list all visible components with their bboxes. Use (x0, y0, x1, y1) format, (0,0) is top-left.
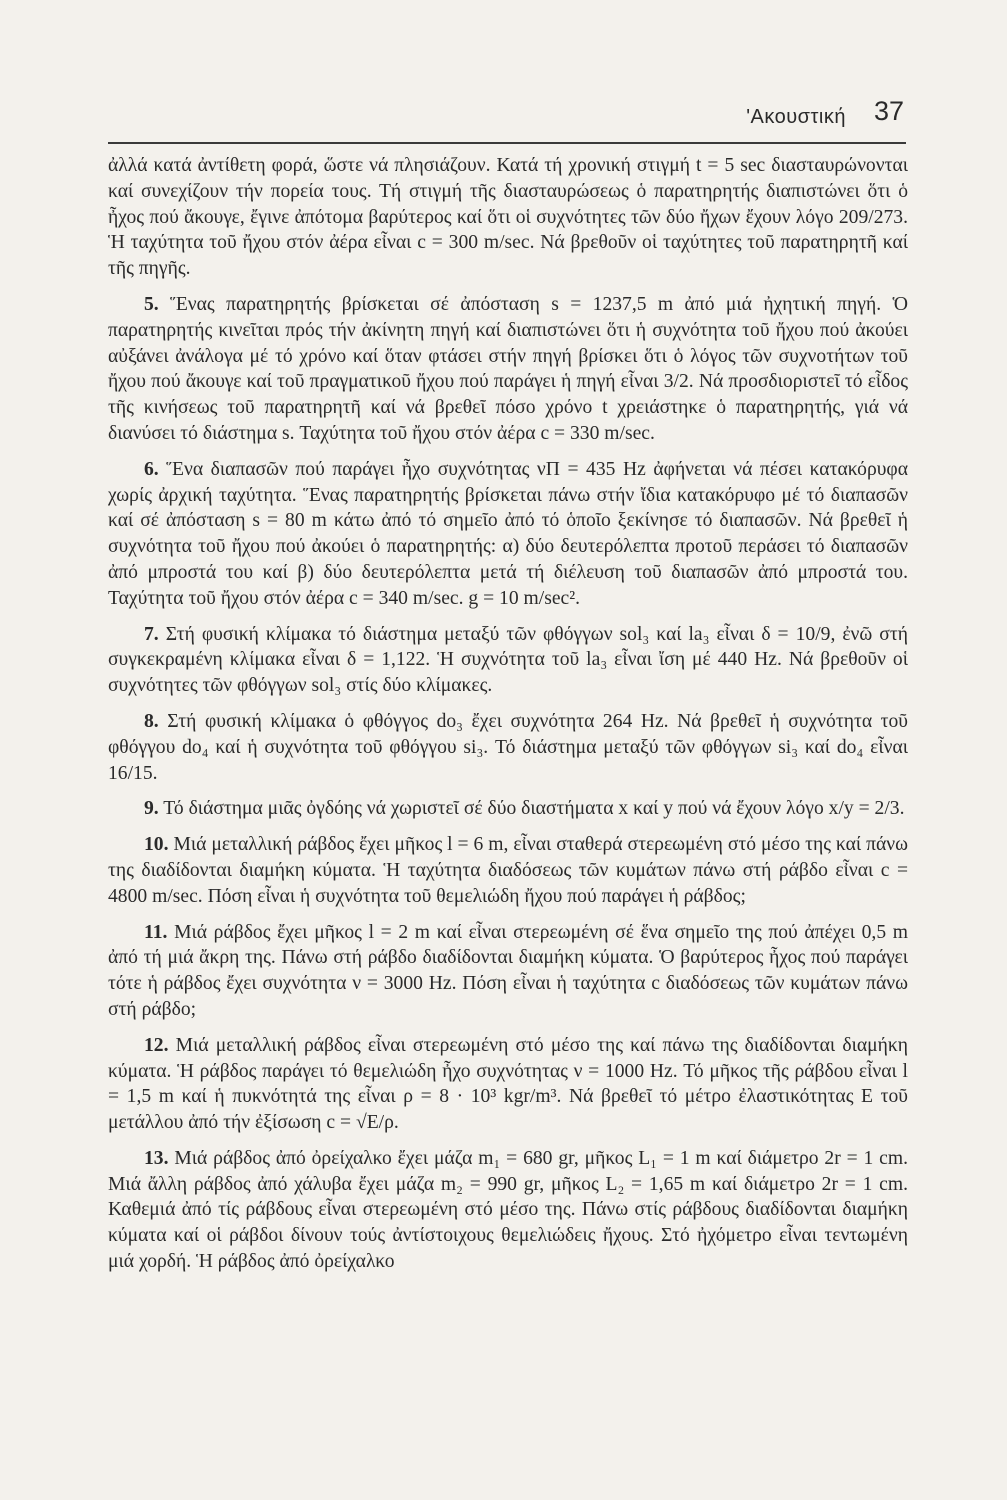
problem-13: 13. Μιά ράβδος ἀπό ὀρείχαλκο ἔχει μάζα m₁ = 680 gr, μῆκος L₁ = 1 m καί διάμετρο 2r = 1 cm. Μιά ἄλλη ράβδος ἀπό χάλυβα ἔχει μάζα m₂ = 990 gr, μῆκος L₂ = 1,65 m καί διάμετρο 2r = 1 cm. Καθεμιά ἀπό τίς ράβδους εἶναι στερεωμένη στό μέσο της. Πάνω στίς ράβδους διαδίδονται διαμήκη κύματα καί οἱ ράβδοι δίνουν τούς ἀντίστοιχους θεμελιώδεις ἤχους. Στό ἠχόμετρο εἶναι τεντωμένη μιά χορδή. Ἡ ράβδος ἀπό ὀρείχαλκο (108, 1147, 908, 1273)
problem-8: 8. Στή φυσική κλίμακα ὁ φθόγγος do₃ ἔχει συχνότητα 264 Hz. Νά βρεθεῖ ἡ συχνότητα τοῦ φθόγγου do₄ καί ἡ συχνότητα τοῦ φθόγγου si₃. Τό διάστημα μεταξύ τῶν φθόγγων si₃ καί do₄ εἶναι 16/15. (108, 710, 909, 784)
page-number: 37 (873, 96, 904, 126)
problem-5: 5. Ἕνας παρατηρητής βρίσκεται σέ ἀπόσταση s = 1237,5 m ἀπό μιά ἠχητική πηγή. Ὁ παρατηρητής κινεῖται πρός τήν ἀκίνητη πηγή καί διαπιστώνει ὅτι ἡ συχνότητα τοῦ ἤχου πού ἀκούει αὐξάνει ἀνάλογα μέ τό χρόνο καί ὅταν φτάσει στήν πηγή βρίσκει ὅτι ὁ λόγος τῶν συχνοτήτων τοῦ ἤχου πού ἄκουγε καί τοῦ πραγματικοῦ ἤχου πού παράγει ἡ πηγή εἶναι 3/2. Νά προσδιοριστεῖ τό εἶδος τῆς κινήσεως τοῦ παρατηρητῆ καί νά βρεθεῖ πόσο χρόνο t χρειάστηκε ὁ παρατηρητής, γιά νά διανύσει τό διάστημα s. Ταχύτητα τοῦ ἤχου στόν ἀέρα c = 330 m/sec. (108, 293, 908, 444)
page-header (108, 96, 906, 140)
problem-10: 10. Μιά μεταλλική ράβδος ἔχει μῆκος l = 6 m, εἶναι σταθερά στερεωμένη στό μέσο της καί πάνω της διαδίδονται διαμήκη κύματα. Ἡ ταχύτητα διαδόσεως τῶν κυμάτων πάνω στή ράβδο εἶναι c = 4800 m/sec. Πόση εἶναι ἡ συχνότητα τοῦ θεμελιώδη ἤχου πού παράγει ἡ ράβδος; (108, 834, 908, 907)
problem-7: 7. Στή φυσική κλίμακα τό διάστημα μεταξύ τῶν φθόγγων sol₃ καί la₃ εἶναι δ = 10/9, ἐνῶ στή συγκεκραμένη κλίμακα εἶναι δ = 1,122. Ἡ συχνότητα τοῦ la₃ εἶναι ἴση μέ 440 Hz. Νά βρεθοῦν οἱ συχνότητες τῶν φθόγγων sol₃ στίς δύο κλίμακες. (108, 623, 908, 697)
problem-11: 11. Μιά ράβδος ἔχει μῆκος l = 2 m καί εἶναι στερεωμένη σέ ἕνα σημεῖο της πού ἀπέχει 0,5 m ἀπό τή μιά ἄκρη της. Πάνω στή ράβδο διαδίδονται διαμήκη κύματα. Ὁ βαρύτερος ἦχος πού παράγει τότε ἡ ράβδος ἔχει συχνότητα ν = 3000 Hz. Πόση εἶναι ἡ ταχύτητα c διαδόσεως τῶν κυμάτων πάνω στή ράβδο; (108, 921, 909, 1020)
problem-12: 12. Μιά μεταλλική ράβδος εἶναι στερεωμένη στό μέσο της καί πάνω της διαδίδονται διαμήκη κύματα. Ἡ ράβδος παράγει τό θεμελιώδη ἦχο συχνότητας ν = 1000 Hz. Τό μῆκος τῆς ράβδου εἶναι l = 1,5 m καί ἡ πυκνότητά της εἶναι ρ = 8 · 10³ kgr/m³. Νά βρεθεῖ τό μέτρο ἐλαστικότητας Ε τοῦ μετάλλου ἀπό τήν ἐξίσωση c = √E/ρ. (108, 1034, 908, 1134)
problem-9: 9. Τό διάστημα μιᾶς ὀγδόης νά χωριστεῖ σέ δύο διαστήματα x καί y πού νά ἔχουν λόγο x/y = 2/3. (144, 798, 905, 820)
header-rule (108, 142, 906, 144)
problem-6: 6. Ἕνα διαπασῶν πού παράγει ἦχο συχνότητας νΠ = 435 Hz ἀφήνεται νά πέσει κατακόρυφα χωρίς ἀρχική ταχύτητα. Ἕνας παρατηρητής βρίσκεται πάνω στήν ἴδια κατακόρυφο μέ τό διαπασῶν καί σέ ἀπόσταση s = 80 m κάτω ἀπό τό σημεῖο ἀπό τό ὁποῖο ξεκίνησε τό διαπασῶν. Νά βρεθεῖ ἡ συχνότητα τοῦ ἤχου πού ἀκούει ὁ παρατηρητής: α) δύο δευτερόλεπτα προτοῦ περάσει τό διαπασῶν ἀπό μπροστά του καί β) δύο δευτερόλεπτα μετά τή διέλευση τοῦ διαπασῶν ἀπό μπροστά του. Ταχύτητα τοῦ ἤχου στόν ἀέρα c = 340 m/sec. g = 10 m/sec². (108, 458, 908, 609)
page-body (108, 153, 908, 1285)
section-title: 'Ακουστική (746, 106, 846, 128)
paragraph-continuation: ἀλλά κατά ἀντίθετη φορά, ὥστε νά πλησιάζουν. Κατά τή χρονική στιγμή t = 5 sec διασταυρώνονται καί συνεχίζουν τήν πορεία τους. Τή στιγμή τῆς διασταυρώσεως ὁ παρατηρητής διαπιστώνει ὅτι ὁ ἦχος πού ἄκουγε, ἔγινε ἀπότομα βαρύτερος καί ὅτι οἱ συχνότητες τῶν δύο ἤχων ἔχουν λόγο 209/273. Ἡ ταχύτητα τοῦ ἤχου στόν ἀέρα εἶναι c = 300 m/sec. Νά βρεθοῦν οἱ ταχύτητες τοῦ παρατηρητῆ καί τῆς πηγῆς. (108, 155, 908, 280)
